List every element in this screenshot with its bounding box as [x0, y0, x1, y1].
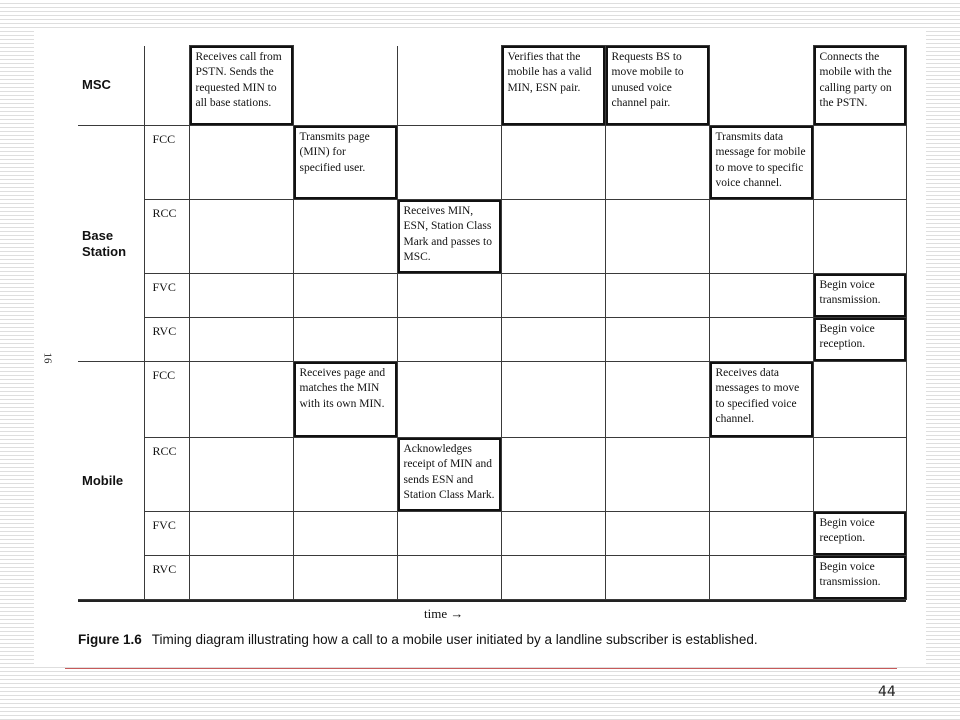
- empty-cell: [501, 556, 605, 600]
- empty-cell: [605, 126, 709, 200]
- empty-cell: [501, 318, 605, 362]
- event-mobile-fvc-begin: Begin voice reception.: [813, 512, 906, 556]
- empty-cell: [605, 362, 709, 438]
- empty-cell: [501, 512, 605, 556]
- channel-label: FVC: [144, 274, 189, 318]
- empty-cell: [189, 512, 293, 556]
- empty-cell: [709, 200, 813, 274]
- empty-cell: [293, 318, 397, 362]
- channel-label: RCC: [144, 200, 189, 274]
- empty-cell: [813, 200, 906, 274]
- empty-cell: [293, 274, 397, 318]
- channel-label: FCC: [144, 362, 189, 438]
- empty-cell: [189, 200, 293, 274]
- empty-cell: [397, 274, 501, 318]
- event-bs-fvc-begin: Begin voice transmission.: [813, 274, 906, 318]
- figure-caption: [78, 632, 758, 647]
- empty-cell: [189, 126, 293, 200]
- event-msc-connects: Connects the mobile with the calling party on the PSTN.: [813, 46, 906, 126]
- channel-label: RVC: [144, 318, 189, 362]
- empty-cell: [397, 126, 501, 200]
- channel-label: RCC: [144, 438, 189, 512]
- footer-divider: [65, 668, 897, 669]
- empty-cell: [293, 200, 397, 274]
- event-mobile-rcc-acknowledges: Acknowledges receipt of MIN and sends ESN and Station Class Mark.: [397, 438, 501, 512]
- section-label-msc: MSC: [78, 46, 144, 126]
- channel-label: FVC: [144, 512, 189, 556]
- empty-cell: [293, 438, 397, 512]
- empty-cell: [605, 200, 709, 274]
- empty-cell: [605, 512, 709, 556]
- slide: [34, 28, 926, 664]
- empty-cell: [293, 556, 397, 600]
- event-bs-rvc-begin: Begin voice reception.: [813, 318, 906, 362]
- empty-cell: [813, 438, 906, 512]
- empty-cell: [397, 556, 501, 600]
- empty-cell: [397, 512, 501, 556]
- event-msc-requests-bs: Requests BS to move mobile to unused voice channel pair.: [605, 46, 709, 126]
- event-msc-verifies: Verifies that the mobile has a valid MIN, ESN pair.: [501, 46, 605, 126]
- section-label-base-station: Base Station: [78, 126, 144, 362]
- empty-cell: [189, 362, 293, 438]
- empty-cell: [501, 438, 605, 512]
- empty-cell: [709, 274, 813, 318]
- empty-cell: [397, 46, 501, 126]
- empty-cell: [709, 556, 813, 600]
- channel-label: FCC: [144, 126, 189, 200]
- empty-cell: [501, 126, 605, 200]
- empty-cell: [605, 274, 709, 318]
- empty-cell: [813, 362, 906, 438]
- empty-cell: [709, 318, 813, 362]
- empty-cell: [189, 274, 293, 318]
- event-bs-fcc-transmits-data: Transmits data message for mobile to move to specific voice channel.: [709, 126, 813, 200]
- row-mobile-fvc: [78, 512, 906, 556]
- row-msc: [78, 46, 906, 126]
- figure-caption-label: Figure 1.6: [78, 632, 142, 647]
- event-mobile-rvc-begin: Begin voice transmission.: [813, 556, 906, 600]
- empty-cell: [501, 200, 605, 274]
- empty-cell: [605, 438, 709, 512]
- row-mobile-rcc: [78, 438, 906, 512]
- figure-caption-text: Timing diagram illustrating how a call to a mobile user initiated by a landline subscriber is established.: [151, 632, 758, 647]
- empty-cell: [501, 362, 605, 438]
- channel-cell-empty: [144, 46, 189, 126]
- empty-cell: [189, 556, 293, 600]
- event-mobile-fcc-receives-data: Receives data messages to move to specified voice channel.: [709, 362, 813, 438]
- empty-cell: [709, 512, 813, 556]
- empty-cell: [397, 362, 501, 438]
- diagram-bottom-rule: [78, 600, 906, 602]
- empty-cell: [709, 438, 813, 512]
- empty-cell: [293, 512, 397, 556]
- side-page-number: 16: [41, 352, 54, 364]
- time-axis-label: time →: [424, 606, 464, 621]
- event-bs-rcc-receives-min: Receives MIN, ESN, Station Class Mark and passes to MSC.: [397, 200, 501, 274]
- empty-cell: [605, 556, 709, 600]
- event-mobile-fcc-receives-page: Receives page and matches the MIN with its own MIN.: [293, 362, 397, 438]
- slide-number: 44: [878, 684, 896, 700]
- empty-cell: [709, 46, 813, 126]
- row-mobile-rvc: [78, 556, 906, 600]
- row-mobile-fcc: [78, 362, 906, 438]
- empty-cell: [189, 318, 293, 362]
- empty-cell: [813, 126, 906, 200]
- channel-label: RVC: [144, 556, 189, 600]
- event-bs-fcc-transmits-page: Transmits page (MIN) for specified user.: [293, 126, 397, 200]
- empty-cell: [397, 318, 501, 362]
- empty-cell: [189, 438, 293, 512]
- empty-cell: [293, 46, 397, 126]
- empty-cell: [605, 318, 709, 362]
- row-bs-fvc: [78, 274, 906, 318]
- row-bs-fcc: [78, 126, 906, 200]
- row-bs-rvc: [78, 318, 906, 362]
- timing-diagram-table: [78, 45, 907, 600]
- row-bs-rcc: [78, 200, 906, 274]
- section-label-mobile: Mobile: [78, 362, 144, 600]
- event-msc-receives-call: Receives call from PSTN. Sends the requested MIN to all base stations.: [189, 46, 293, 126]
- empty-cell: [501, 274, 605, 318]
